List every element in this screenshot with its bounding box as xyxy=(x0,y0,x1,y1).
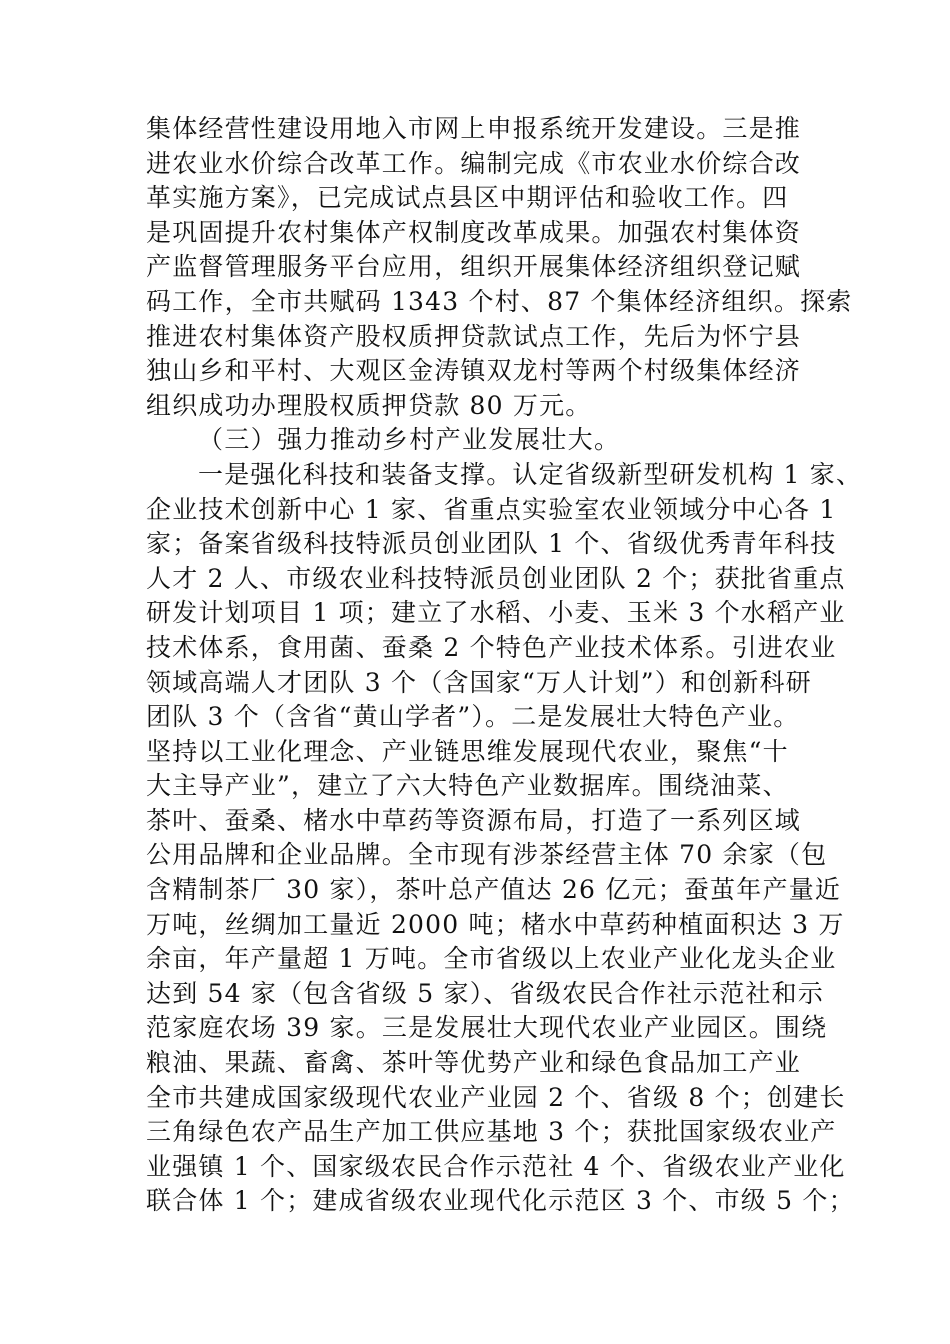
body-text-line: 领域高端人才团队 3 个（含国家“万人计划”）和创新科研 xyxy=(146,667,812,697)
body-text-line: 组织成功办理股权质押贷款 80 万元。 xyxy=(146,390,592,420)
body-text-line: 企业技术创新中心 1 家、省重点实验室农业领域分中心各 1 xyxy=(146,494,837,524)
body-text-line: 推进农村集体资产股权质押贷款试点工作，先后为怀宁县 xyxy=(146,321,802,351)
body-text-line: 研发计划项目 1 项；建立了水稻、小麦、玉米 3 个水稻产业 xyxy=(146,598,846,628)
body-text-line: 联合体 1 个；建成省级农业现代化示范区 3 个、市级 5 个； xyxy=(146,1186,855,1216)
body-text-line: 范家庭农场 39 家。三是发展壮大现代农业产业园区。围绕 xyxy=(146,1013,828,1043)
body-text-line: 码工作，全市共赋码 1343 个村、87 个集体经济组织。探索 xyxy=(146,286,853,316)
body-text-line: 集体经营性建设用地入市网上申报系统开发建设。三是推 xyxy=(146,114,802,143)
paragraph-first-line: 一是强化科技和装备支撑。认定省级新型研发机构 1 家、 xyxy=(198,459,863,489)
body-text-line: 团队 3 个（含省“黄山学者”）。二是发展壮大特色产业。 xyxy=(146,702,800,732)
body-text-line: 粮油、果蔬、畜禽、茶叶等优势产业和绿色食品加工产业 xyxy=(146,1048,802,1078)
body-text-line: 人才 2 人、市级农业科技特派员创业团队 2 个；获批省重点 xyxy=(146,563,846,593)
body-text-line: 全市共建成国家级现代农业产业园 2 个、省级 8 个；创建长 xyxy=(146,1082,846,1112)
body-text-line: 达到 54 家（包含省级 5 家）、省级农民合作社示范社和示 xyxy=(146,978,825,1008)
body-text-line: 余亩，年产量超 1 万吨。全市省级以上农业产业化龙头企业 xyxy=(146,944,837,974)
body-text-line: 是巩固提升农村集体产权制度改革成果。加强农村集体资 xyxy=(146,217,802,247)
body-text-line: 独山乡和平村、大观区金涛镇双龙村等两个村级集体经济 xyxy=(146,356,802,386)
body-text-line: 革实施方案》，已完成试点县区中期评估和验收工作。四 xyxy=(146,183,789,213)
body-text-line: 业强镇 1 个、国家级农民合作示范社 4 个、省级农业产业化 xyxy=(146,1151,846,1181)
body-text-line: 大主导产业”，建立了六大特色产业数据库。围绕油菜、 xyxy=(146,771,789,801)
body-text-line: 坚持以工业化理念、产业链思维发展现代农业，聚焦“十 xyxy=(146,736,789,766)
body-text-line: 茶叶、蚕桑、楮水中草药等资源布局，打造了一系列区域 xyxy=(146,805,802,835)
body-text-line: 进农业水价综合改革工作。编制完成《市农业水价综合改 xyxy=(146,148,802,178)
body-text-line: 产监督管理服务平台应用，组织开展集体经济组织登记赋 xyxy=(146,252,802,282)
body-text-line: 技术体系，食用菌、蚕桑 2 个特色产业技术体系。引进农业 xyxy=(146,632,837,662)
body-text-line: 家；备案省级科技特派员创业团队 1 个、省级优秀青年科技 xyxy=(146,529,837,559)
body-text-line: 三角绿色农产品生产加工供应基地 3 个；获批国家级农业产 xyxy=(146,1117,837,1147)
section-heading: （三）强力推动乡村产业发展壮大。 xyxy=(198,425,621,455)
body-text-line: 万吨，丝绸加工量近 2000 吨；楮水中草药种植面积达 3 万 xyxy=(146,909,845,939)
body-text-line: 公用品牌和企业品牌。全市现有涉茶经营主体 70 余家（包 xyxy=(146,840,828,870)
body-text-line: 含精制茶厂 30 家），茶叶总产值达 26 亿元；蚕茧年产量近 xyxy=(146,875,842,905)
document-body xyxy=(146,112,863,1219)
